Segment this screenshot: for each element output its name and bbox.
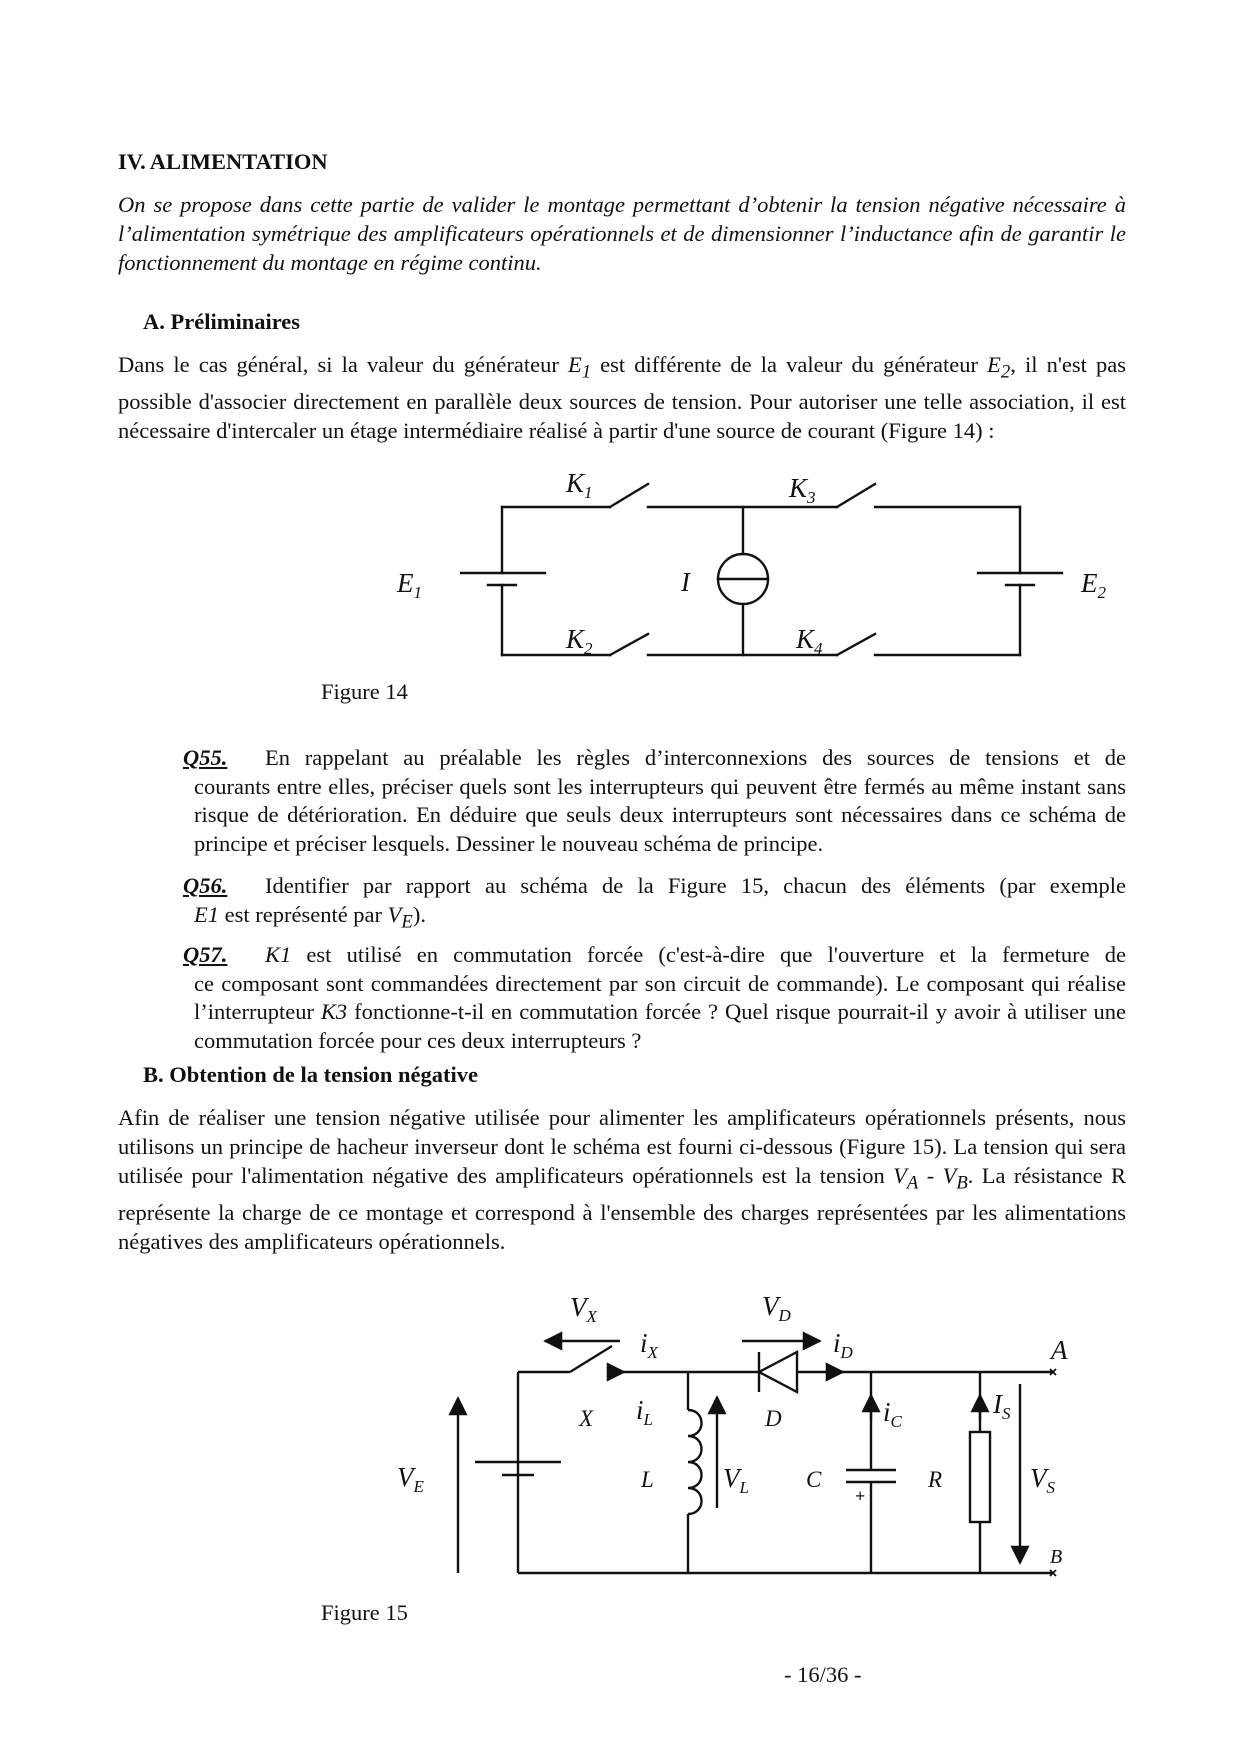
fig14-label-k4: $K_4$: [796, 624, 823, 658]
fig15-label-b: B: [1050, 1546, 1063, 1568]
part-a-heading: A. Préliminaires: [143, 309, 301, 334]
fig15-inductor-coil: [688, 1410, 702, 1514]
fig14-label-k1: $K_1$: [566, 468, 593, 502]
fig15-label-ve: $V_E$: [397, 1462, 424, 1496]
fig15-label-ic: $i_C$: [883, 1397, 902, 1431]
fig15-resistor: [970, 1432, 990, 1522]
part-b-paragraph: Afin de réaliser une tension négative utilisée pour alimenter les amplificateurs opérationnels présents, nous utilisons un principe de hacheur inverseur dont le schéma est fourni ci-dessous (Figure 15). La tension qui sera utilisée pour l'alimentation négative des amplificateurs opérationnels est la tension $V_A - V_B$. La résistance R représente la charge de ce montage et correspond à l'ensemble des charges représentées par les alimentations négatives des amplificateurs opérationnels.: [118, 1105, 1126, 1254]
fig14-label-k2: $K_2$: [566, 624, 593, 658]
page-number: - 16/36 -: [784, 1662, 862, 1687]
fig15-cap-plus: +: [855, 1486, 866, 1506]
fig15-label-a: A: [1051, 1335, 1068, 1365]
fig14-label-k3: $K_3$: [789, 473, 816, 507]
fig15-label-vl: $V_L$: [723, 1463, 749, 1497]
fig15-label-d: D: [765, 1406, 782, 1431]
fig15-label-is: $I_S$: [993, 1389, 1011, 1423]
question-q55: Q55. En rappelant au préalable les règles d’interconnexions des sources de tensions et de courants entre elles, préciser quels sont les interrupteurs qui peuvent être fermés au même instant sans risque de détérioration. En déduire que seuls deux interrupteurs sont nécessaires dans ce schéma de principe et préciser lesquels. Dessiner le nouveau schéma de principe.: [183, 745, 1126, 856]
fig15-label-r: R: [928, 1467, 943, 1492]
fig15-label-il: $i_L$: [636, 1395, 653, 1429]
fig14-label-i: I: [681, 567, 690, 597]
q55-number: Q55.: [183, 745, 228, 770]
section-number: IV.: [118, 149, 146, 174]
fig15-label-l: L: [641, 1467, 654, 1492]
figure-14-caption: Figure 14: [321, 679, 408, 704]
fig14-label-e1: $E_1$: [397, 568, 422, 602]
figure-15-caption: Figure 15: [321, 1600, 408, 1625]
section-title: ALIMENTATION: [149, 149, 328, 174]
q57-number: Q57.: [183, 942, 228, 967]
question-q57: Q57. K1 est utilisé en commutation forcée (c'est-à-dire que l'ouverture et la fermeture de ce composant sont commandées directement par son circuit de commande). Le composant qui réalise l’interrupteur K3 fonctionne-t-il en commutation forcée ? Quel risque pourrait-il y avoir à utiliser une commutation forcée pour ces deux interrupteurs ?: [183, 942, 1126, 1053]
fig15-label-vs: $V_S$: [1030, 1463, 1055, 1497]
fig15-switch-x: [570, 1346, 612, 1372]
fig15-label-vx: $V_X$: [570, 1292, 597, 1326]
part-a-paragraph: Dans le cas général, si la valeur du générateur $E_1$ est différente de la valeur du générateur $E_2$, il n'est pas possible d'associer directement en parallèle deux sources de tension. Pour autoriser une telle association, il est nécessaire d'intercaler un étage intermédiaire réalisé à partir d'une source de courant (Figure 14) :: [118, 352, 1126, 443]
q56-number: Q56.: [183, 873, 228, 898]
fig14-label-e2: $E_2$: [1081, 568, 1106, 602]
question-q56: Q56. Identifier par rapport au schéma de la Figure 15, chacun des éléments (par exemple E1 est représenté par $V_E$).: [183, 873, 1126, 932]
part-b-heading: B. Obtention de la tension négative: [143, 1062, 479, 1087]
fig15-label-x: X: [579, 1406, 594, 1431]
fig15-label-id: $i_D$: [833, 1328, 853, 1362]
section-intro: On se propose dans cette partie de valider le montage permettant d’obtenir la tension négative nécessaire à l’alimentation symétrique des amplificateurs opérationnels et de dimensionner l’inductance afin de garantir le fonctionnement du montage en régime continu.: [118, 192, 1126, 275]
fig15-label-c: C: [806, 1467, 822, 1492]
fig15-label-vd: $V_D$: [762, 1291, 791, 1325]
fig15-label-ix: $i_X$: [640, 1328, 658, 1362]
fig15-diode-triangle: [759, 1352, 797, 1392]
